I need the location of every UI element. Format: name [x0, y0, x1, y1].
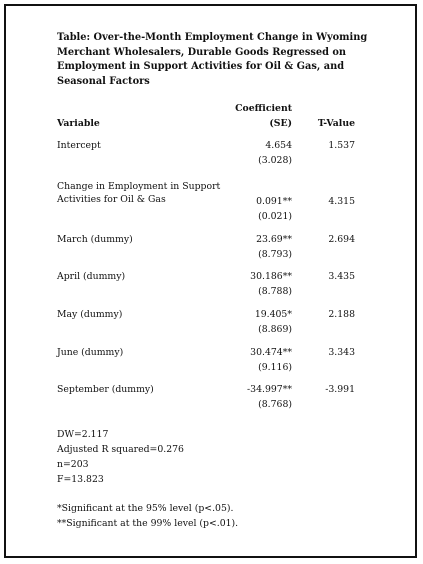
row-tvalue: 1.537	[328, 140, 355, 151]
stat-adjusted-r-squared: Adjusted R squared=0.276	[57, 444, 184, 455]
header-variable: Variable	[57, 118, 100, 129]
row-coefficient: 30.186**	[250, 271, 292, 282]
row-coefficient: 23.69**	[256, 234, 292, 245]
stat-f: F=13.823	[57, 474, 104, 485]
row-standard-error: (3.028)	[258, 155, 292, 166]
row-variable: Change in Employment in Support	[57, 181, 221, 192]
row-tvalue: -3.991	[325, 384, 355, 395]
row-variable: April (dummy)	[57, 271, 126, 282]
row-standard-error: (8.869)	[258, 324, 292, 335]
row-variable: September (dummy)	[57, 384, 154, 395]
row-coefficient: -34.997**	[247, 384, 292, 395]
row-coefficient: 4.654	[265, 140, 292, 151]
row-variable: May (dummy)	[57, 309, 123, 320]
row-variable-line2: Activities for Oil & Gas	[57, 194, 166, 205]
stat-n: n=203	[57, 459, 89, 470]
row-tvalue: 2.694	[328, 234, 355, 245]
row-standard-error: (0.021)	[258, 211, 292, 222]
row-standard-error: (9.116)	[258, 362, 292, 373]
header-se: (SE)	[269, 118, 292, 129]
header-coefficient: Coefficient	[235, 103, 292, 114]
row-variable: Intercept	[57, 140, 101, 151]
table-title: Table: Over-the-Month Employment Change in Wyoming Merchant Wholesalers, Durable Goods Regressed on Employment in Support Activities for Oil & Gas, and Seasonal Factors	[57, 32, 368, 87]
row-coefficient: 30.474**	[250, 347, 292, 358]
header-tvalue: T-Value	[317, 118, 355, 129]
note-95-significance: *Significant at the 95% level (p<.05).	[57, 503, 234, 514]
stat-dw: DW=2.117	[57, 429, 109, 440]
row-tvalue: 3.343	[328, 347, 355, 358]
row-standard-error: (8.768)	[258, 399, 292, 410]
row-standard-error: (8.793)	[258, 249, 292, 260]
row-tvalue: 3.435	[328, 271, 355, 282]
row-variable: June (dummy)	[57, 347, 124, 358]
row-tvalue: 2.188	[328, 309, 355, 320]
row-coefficient: 0.091**	[256, 196, 292, 207]
row-standard-error: (8.788)	[258, 286, 292, 297]
row-tvalue: 4.315	[328, 196, 355, 207]
row-variable: March (dummy)	[57, 234, 133, 245]
note-99-significance: **Significant at the 99% level (p<.01).	[57, 518, 239, 529]
row-coefficient: 19.405*	[254, 309, 292, 320]
